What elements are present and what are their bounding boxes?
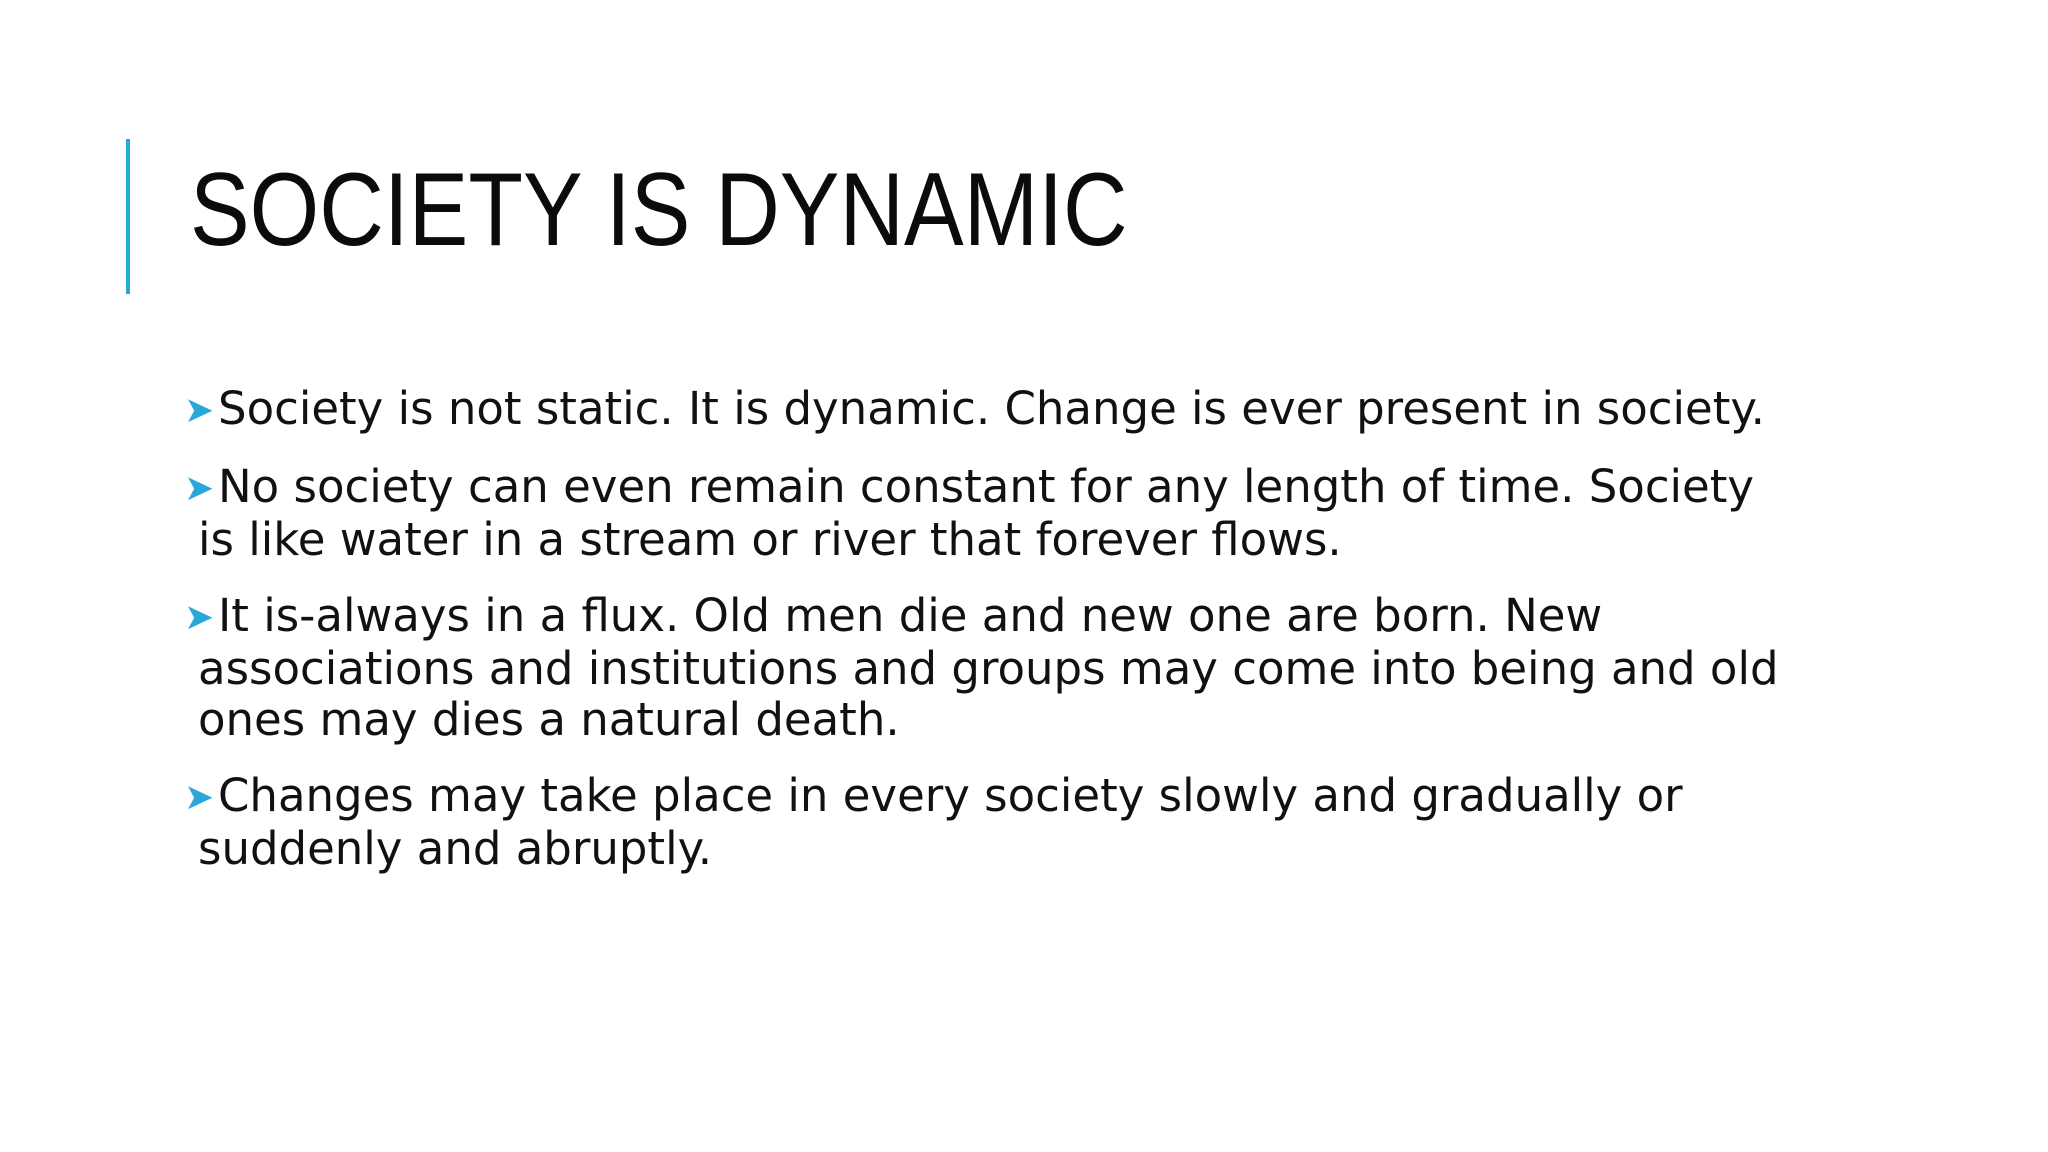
bullet-text: Society is not static. It is dynamic. Change is ever present in society. (218, 382, 1765, 435)
bullet-list (184, 383, 1804, 899)
title-accent-bar (126, 139, 130, 294)
bullet-text: Changes may take place in every society slowly and gradually or suddenly and abruptly. (198, 769, 1683, 875)
bullet-item (184, 770, 1804, 874)
arrowhead-bullet-icon: ➤ (184, 597, 215, 638)
arrowhead-bullet-icon: ➤ (184, 777, 215, 818)
arrowhead-bullet-icon: ➤ (184, 468, 215, 509)
bullet-item (184, 383, 1804, 436)
bullet-item (184, 590, 1804, 745)
bullet-text: It is-always in a flux. Old men die and new one are born. New associations and institutions and groups may come into being and old ones may dies a natural death. (198, 589, 1779, 746)
slide-title: SOCIETY IS DYNAMIC (190, 152, 1128, 268)
bullet-text: No society can even remain constant for any length of time. Society is like water in a stream or river that forever flows. (198, 460, 1755, 566)
bullet-item (184, 461, 1804, 565)
arrowhead-bullet-icon: ➤ (184, 390, 215, 431)
